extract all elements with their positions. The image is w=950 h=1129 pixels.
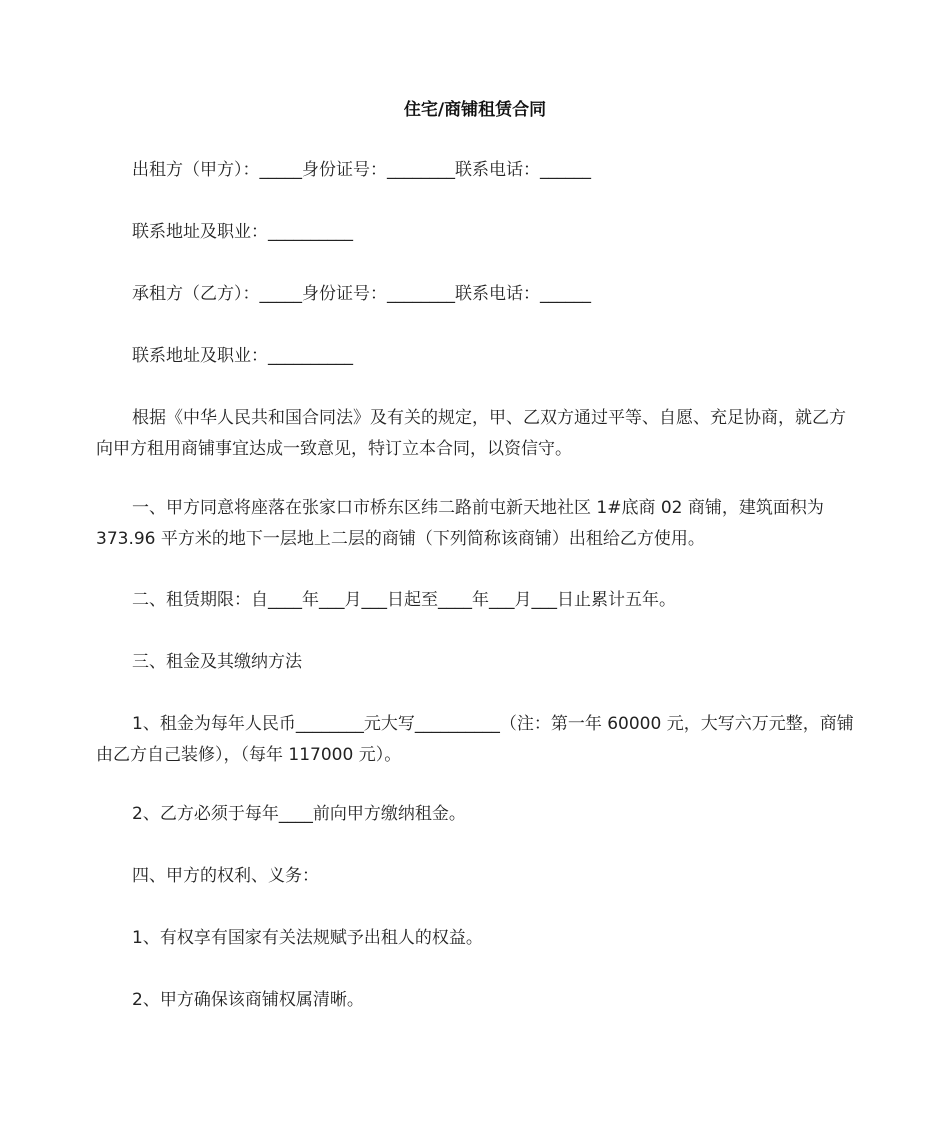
clause-4-item-1: 1、有权享有国家有关法规赋予出租人的权益。 — [132, 928, 483, 948]
clause-3-item-1: 1、租金为每年人民币________元大写__________（注：第一年 60000 元，大写六万元整，商铺由乙方自己装修），（每年 117000 元）。 — [96, 714, 854, 765]
clause-3-item-2: 2、乙方必须于每年____前向甲方缴纳租金。 — [132, 804, 466, 824]
lessee-address: 联系地址及职业：__________ — [132, 346, 353, 366]
lessee-info: 承租方（乙方）：_____身份证号：________联系电话：______ — [132, 284, 591, 304]
lessor-info: 出租方（甲方）：_____身份证号：________联系电话：______ — [132, 160, 591, 180]
clause-2-term: 二、租赁期限：自____年___月___日起至____年___月___日止累计五年。 — [132, 590, 676, 610]
lessor-address: 联系地址及职业：__________ — [132, 222, 353, 242]
clause-1-premises: 一、甲方同意将座落在张家口市桥东区纬二路前屯新天地社区 1#底商 02 商铺，建筑面积为 373.96 平方米的地下一层地上二层的商铺（下列简称该商铺）出租给乙方使用。 — [96, 498, 824, 549]
clause-4-heading: 四、甲方的权利、义务： — [132, 866, 319, 886]
preamble-paragraph: 根据《中华人民共和国合同法》及有关的规定，甲、乙双方通过平等、自愿、充足协商，就乙方向甲方租用商铺事宜达成一致意见，特订立本合同，以资信守。 — [96, 408, 846, 459]
document-title: 住宅/商铺租赁合同 — [403, 100, 547, 120]
clause-4-item-2: 2、甲方确保该商铺权属清晰。 — [132, 990, 364, 1010]
clause-3-heading: 三、租金及其缴纳方法 — [132, 652, 302, 672]
